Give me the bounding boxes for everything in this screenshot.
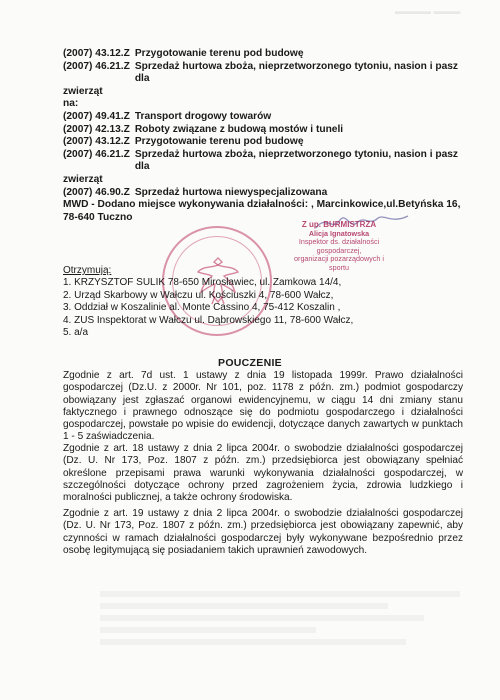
pkd-code: (2007) 46.21.Z [63,148,130,160]
pkd-description-continued: zwierząt [63,85,103,97]
stamp-line: Z up. BURMISTRZA [301,220,377,229]
mwd-line: MWD - Dodano miejsce wykonywania działalności: , Marcinkowice,ul.Betyńska 16, [63,199,461,211]
pkd-description: Sprzedaż hurtowa zboża, nieprzetworzonego tytoniu, nasion i pasz dla [134,148,459,173]
stamp-line: Inspektor ds. działalności gospodarczej, [298,237,380,255]
pkd-code: (2007) 46.90.Z [63,186,130,198]
pkd-entry [63,48,463,61]
pkd-code: (2007) 42.13.Z [63,123,130,135]
recipient-item: 5. a/a [63,327,89,339]
notice-title: POUCZENIE [218,357,282,369]
recipient-item: 3. Oddział w Koszalinie al. Monte Cassino 4, 75-412 Koszalin , [63,302,341,314]
recipient-item: 2. Urząd Skarbowy w Wałczu ul. Kościuszki 4, 78-600 Wałcz, [63,289,334,301]
pkd-description: Przygotowanie terenu pod budowę [134,48,304,59]
pkd-entry [63,61,463,86]
pkd-entry [63,124,463,137]
stamp-line: Alicja Ignatowska [308,228,370,238]
pkd-entry [63,187,463,200]
bleed-through-area [100,585,460,685]
recipients-block [63,265,383,339]
pkd-changed-to-label: na: [63,98,79,110]
pkd-entry [63,136,463,149]
pkd-description: Roboty związane z budową mostów i tuneli [134,123,344,135]
notice-paragraph: Zgodnie z art. 19 ustawy z dnia 2 lipca 2004r. o swobodzie działalności gospodarczej (Dz. U. Nr 173, Poz. 1807 z późn. zm.) przedsiębiorca jest obowiązany zapewnić, aby czynności w ramach działalności gospodarczej były wykonywane bezpośrednio przez osobę legitymującą się posiadaniem takich uprawnień zawodowych. [63,508,463,556]
pkd-description-continued: zwierząt [63,173,103,185]
recipient-item: 1. KRZYSZTOF SULIK 78-650 Mirosławiec, ul. Zamkowa 14/4, [63,277,342,289]
pkd-entry [63,111,463,124]
pkd-code: (2007) 43.12.Z [63,48,130,59]
pkd-code: (2007) 49.41.Z [63,110,130,122]
stamp-line: organizacji pozarządowych i sportu [294,254,384,272]
recipient-item: 4. ZUS Inspektorat w Wałczu ul. Dąbrowskiego 11, 78-600 Wałcz, [63,314,354,326]
pkd-code: (2007) 46.21.Z [63,60,130,72]
pkd-description: Sprzedaż hurtowa niewyspecjalizowana [134,186,328,198]
pkd-code: (2007) 43.12.Z [63,136,130,148]
bleed-through-text: ▬▬▬▬ ▬▬▬ [395,6,461,16]
mwd-line-continued: 78-640 Tuczno [63,211,133,223]
pkd-description: Sprzedaż hurtowa zboża, nieprzetworzonego tytoniu, nasion i pasz dla [134,60,459,85]
pkd-list [63,48,463,224]
recipients-header: Otrzymują: [63,265,112,276]
pkd-entry [63,149,463,174]
signature-stamp [284,220,394,272]
pkd-description: Transport drogowy towarów [134,110,272,122]
pkd-description: Przygotowanie terenu pod budowę [134,136,304,148]
notice-paragraph: Zgodnie z art. 7d ust. 1 ustawy z dnia 19 listopada 1999r. Prawo działalności gospodarczej (Dz.U. z 2000r. Nr 101, poz. 1178 z późn. zm.) podmiot gospodarczy obowiązany jest zgłaszać organowi ewidencyjnemu, w ciągu 14 dni zmiany stanu faktycznego i prawnego odnoszące się do podmiotu gospodarczego i działalności gospodarczej, powstałe po wpisie do ewidencji, dotyczące danych zawartych w punktach 1 - 5 zaświadczenia. [63,370,463,443]
notice-paragraph: Zgodnie z art. 18 ustawy z dnia 2 lipca 2004r. o swobodzie działalności gospodarczej (Dz. U. Nr 173, Poz. 1807 z późn. zm.) przedsiębiorca jest obowiązany spełniać określone przepisami prawa warunki wykonywania działalności gospodarczej, w szczególności dotyczące ochrony przed zagrożeniem życia, zdrowia ludzkiego i moralności publicznej, a także ochrony środowiska. [63,443,463,504]
